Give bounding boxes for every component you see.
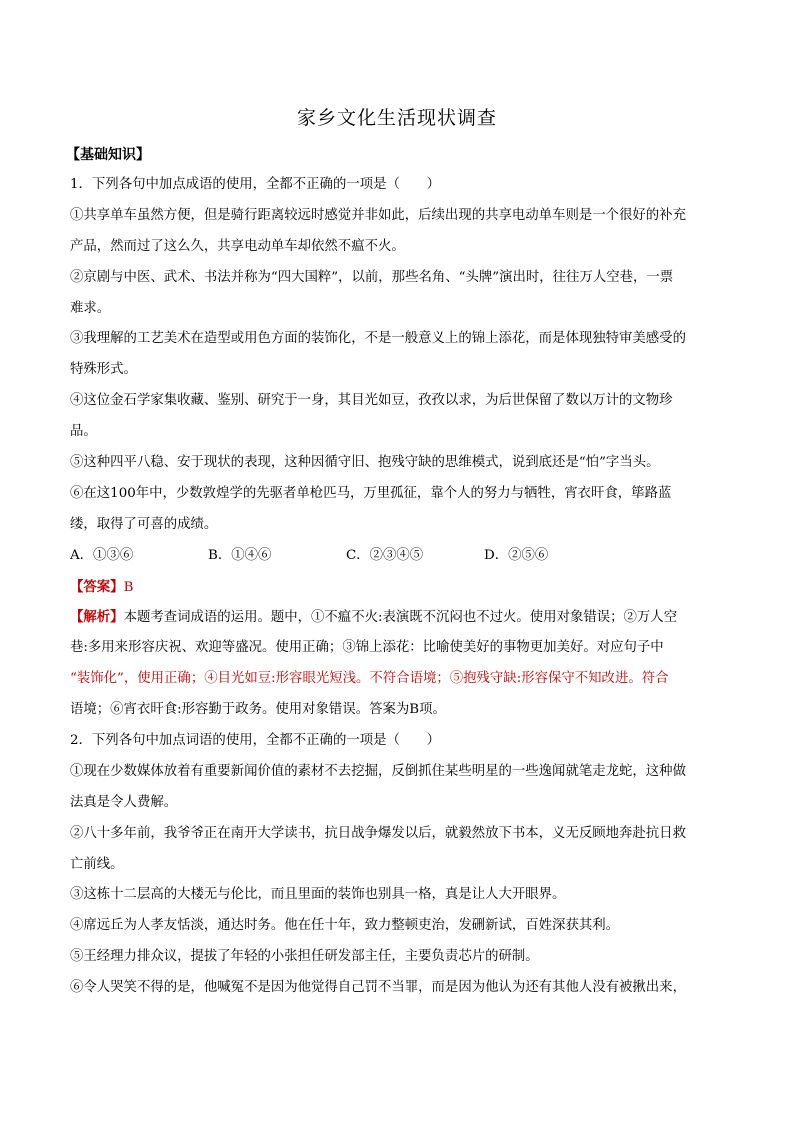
q1-item-line: 缕，取得了可喜的成绩。 bbox=[70, 516, 218, 532]
q1-stem: 1．下列各句中加点成语的使用，全都不正确的一项是（ ） bbox=[70, 177, 441, 192]
document-body bbox=[70, 175, 732, 1009]
analysis-label: 【解析】 bbox=[70, 609, 124, 626]
q1-option-a: A．①③⑥ bbox=[70, 547, 134, 563]
q1-analysis-line bbox=[70, 607, 732, 638]
q1-item-line: ①共享单车虽然方便，但是骑行距离较远时感觉并非如此，后续出现的共享电动单车则是一个很好的补充 bbox=[70, 207, 686, 223]
q1-item-line: 产品，然而过了这么久，共享电动单车却依然不瘟不火。 bbox=[70, 238, 405, 254]
q1-item-line: ⑤这种四平八稳、安于现状的表现，这种因循守旧、抱残守缺的思维模式，说到底还是“怕”字当头。 bbox=[70, 455, 660, 471]
q1-option-b: B．①④⑥ bbox=[208, 547, 272, 563]
q2-item-line: ③这栋十二层高的大楼无与伦比，而且里面的装饰也别具一格，真是让人大开眼界。 bbox=[70, 887, 566, 903]
q1-analysis-line: 语境；⑥宵衣旰食:形容勤于政务。使用对象错误。答案为B项。 bbox=[70, 702, 446, 718]
section-heading: 【基础知识】 bbox=[66, 147, 150, 163]
q2-item-line: ⑤王经理力排众议，提拔了年轻的小张担任研发部主任，主要负责芯片的研制。 bbox=[70, 949, 539, 965]
q1-item-line: ③我理解的工艺美术在造型或用色方面的装饰化，不是一般意义上的锦上添花，而是体现独特审美感受的 bbox=[70, 331, 686, 347]
q1-option-d: D．②⑤⑥ bbox=[484, 547, 549, 563]
q2-item-line: ④席远丘为人孝友恬淡，通达时务。他在任十年，致力整顿吏治，发硎新试，百姓深获其利。 bbox=[70, 918, 620, 934]
q1-item-line: ⑥在这100年中，少数敦煌学的先驱者单枪匹马，万里孤征，靠个人的努力与牺牲，宵衣旰食，筚路蓝 bbox=[70, 485, 672, 501]
q1-item-line: ④这位金石学家集收藏、鉴别、研究于一身，其目光如豆，孜孜以求，为后世保留了数以万计的文物珍 bbox=[70, 393, 673, 409]
q1-item-line: 特殊形式。 bbox=[70, 362, 137, 378]
q2-stem: 2．下列各句中加点词语的使用，全都不正确的一项是（ ） bbox=[70, 733, 441, 749]
q1-item-line: ②京剧与中医、武术、书法并称为“四大国粹”，以前，那些名角、“头牌”演出时，往往万人空巷，一票 bbox=[70, 269, 674, 285]
q2-item-line: ①现在少数媒体放着有重要新闻价值的素材不去挖掘，反倒抓住某些明星的一些逸闻就笔走龙蛇，这种做 bbox=[70, 763, 686, 779]
q1-option-c: C．②③④⑤ bbox=[346, 547, 424, 563]
analysis-text: 本题考查词成语的运用。题中，①不瘟不火:表演既不沉闷也不过火。使用对象错误；②万人空 bbox=[123, 610, 678, 626]
page-title: 家乡文化生活现状调查 bbox=[296, 107, 497, 129]
answer-value: B bbox=[123, 579, 134, 595]
q1-answer bbox=[70, 577, 732, 608]
q2-item-line: 亡前线。 bbox=[70, 856, 124, 872]
q1-item-line: 难求。 bbox=[70, 300, 111, 316]
q2-item-line: 法真是令人费解。 bbox=[70, 794, 178, 810]
q1-analysis-line: “装饰化”，使用正确；④目光如豆:形容眼光短浅。不符合语境；⑤抱残守缺:形容保守不知改进。符合 bbox=[70, 671, 669, 687]
q1-options bbox=[70, 546, 732, 577]
answer-label: 【答案】 bbox=[70, 578, 124, 595]
q1-analysis-line: 巷:多用来形容庆祝、欢迎等盛况。使用正确；③锦上添花：比喻使美好的事物更加美好。对应句子中 bbox=[70, 640, 664, 656]
q2-item-line: ⑥令人哭笑不得的是，他喊冤不是因为他觉得自己罚不当罪，而是因为他认为还有其他人没有被揪出来， bbox=[70, 980, 686, 996]
q1-item-line: 品。 bbox=[70, 424, 97, 440]
q2-item-line: ②八十多年前，我爷爷正在南开大学读书，抗日战争爆发以后，就毅然放下书本，义无反顾地奔赴抗日救 bbox=[70, 825, 686, 841]
